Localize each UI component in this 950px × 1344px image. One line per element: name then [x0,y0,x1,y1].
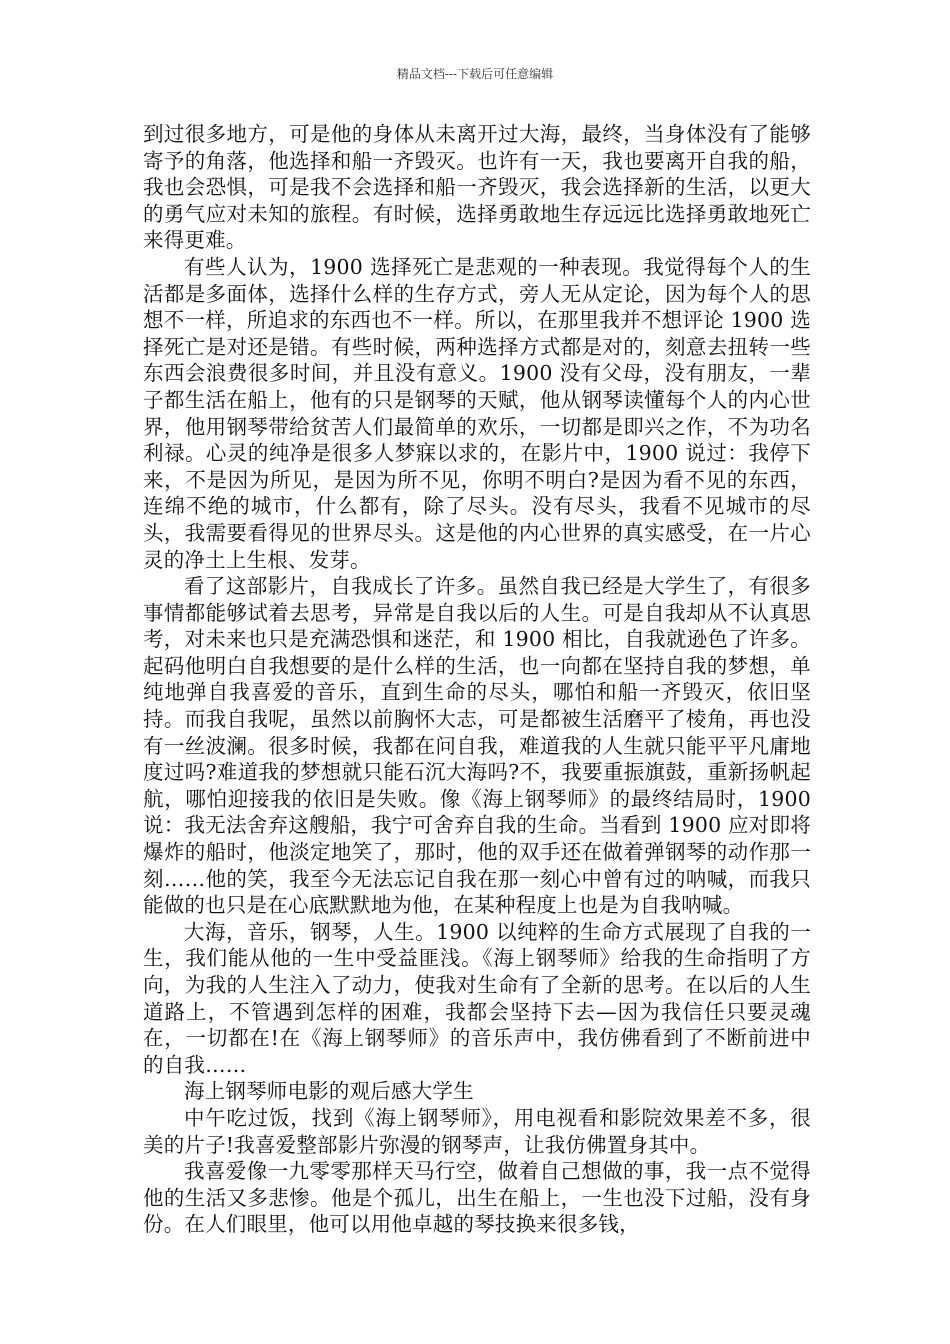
page-header: 精品文档---下载后可任意编辑 [396,67,554,81]
paragraph-after-lunch: 中午吃过饭，找到《海上钢琴师》，用电视看和影院效果差不多，很美的片子!我喜爱整部影片弥漫的钢琴声，让我仿佛置身其中。 [143,1105,811,1157]
paragraph-conclusion: 大海，音乐，钢琴，人生。1900 以纯粹的生命方式展现了自我的一生，我们能从他的一生中受益匪浅。《海上钢琴师》给我的生命指明了方向，为我的人生注入了动力，使我对生命有了全新的思考。在以后的人生道路上，不管遇到怎样的困难，我都会坚持下去—因为我信任只要灵魂在，一切都在!在《海上钢琴师》的音乐声中，我仿佛看到了不断前进中的自我…… [143,919,811,1077]
paragraph-continuation: 到过很多地方，可是他的身体从未离开过大海，最终，当身体没有了能够寄予的角落，他选择和船一齐毁灭。也许有一天，我也要离开自我的船，我也会恐惧，可是我不会选择和船一齐毁灭，我会选择新的生活，以更大的勇气应对未知的旅程。有时候，选择勇敢地生存远远比选择勇敢地死亡来得更难。 [143,122,811,253]
paragraph-1900-life: 我喜爱像一九零零那样天马行空，做着自己想做的事，我一点不觉得他的生活又多悲惨。他是个孤儿，出生在船上，一生也没下过船，没有身份。在人们眼里，他可以用他卓越的琴技换来很多钱， [143,1159,811,1237]
document-body [143,121,811,1238]
paragraph-self-growth: 看了这部影片，自我成长了许多。虽然自我已经是大学生了，有很多事情都能够试着去思考，异常是自我以后的人生。可是自我却从不认真思考，对未来也只是充满恐惧和迷茫，和 1900 相比，自我就逊色了许多。起码他明白自我想要的是什么样的生活，也一向都在坚持自我的梦想，单纯地弹自我喜爱的音乐，直到生命的尽头，哪怕和船一齐毁灭，依旧坚持。而我自我呢，虽然以前胸怀大志，可是都被生活磨平了棱角，再也没有一丝波澜。很多时候，我都在问自我，难道我的人生就只能平平凡庸地度过吗?难道我的梦想就只能石沉大海吗?不，我要重振旗鼓，重新扬帆起航，哪怕迎接我的依旧是失败。像《海上钢琴师》的最终结局时，1900 说：我无法舍弃这艘船，我宁可舍弃自我的生命。当看到 1900 应对即将爆炸的船时，他淡定地笑了，那时，他的双手还在做着弹钢琴的动作那一刻……他的笑，我至今无法忘记自我在那一刻心中曾有过的呐喊，而我只能做的也只是在心底默默地为他，在某种程度上也是为自我呐喊。 [143,574,811,918]
paragraph-1900-choice: 有些人认为，1900 选择死亡是悲观的一种表现。我觉得每个人的生活都是多面体，选择什么样的生存方式，旁人无从定论，因为每个人的思想不一样，所追求的东西也不一样。所以，在那里我并不想评论 1900 选择死亡是对还是错。有些时候，两种选择方式都是对的，刻意去扭转一些东西会浪费很多时间，并且没有意义。1900 没有父母，没有朋友，一辈子都生活在船上，他有的只是钢琴的天赋，他从钢琴读懂每个人的内心世界，他用钢琴带给贫苦人们最简单的欢乐，一切都是即兴之作，不为功名利禄。心灵的纯净是很多人梦寐以求的，在影片中，1900 说过：我停下来，不是因为所见，是因为所不见，你明不明白?是因为看不见的东西，连绵不绝的城市，什么都有，除了尽头。没有尽头，我看不见城市的尽头，我需要看得见的世界尽头。这是他的内心世界的真实感受，在一片心灵的净土上生根、发芽。 [143,254,811,572]
section-title: 海上钢琴师电影的观后感大学生 [184,1079,474,1104]
